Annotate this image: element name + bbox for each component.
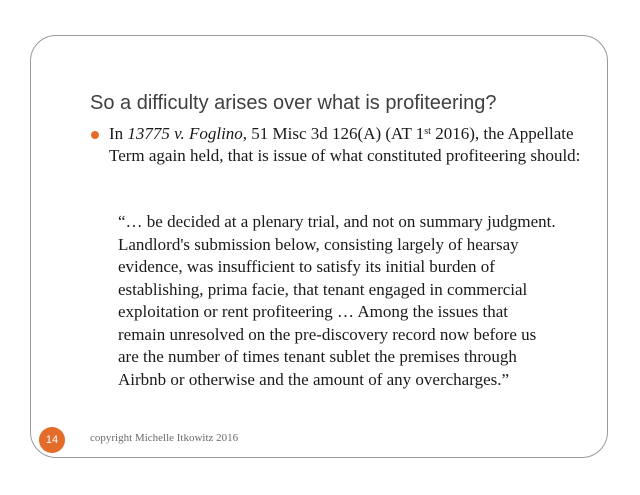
bullet-icon <box>91 131 99 139</box>
quote-line: are the number of times tenant sublet the premises through <box>118 347 517 366</box>
quote-line: establishing, prima facie, that tenant engaged in commercial <box>118 279 528 299</box>
citation-superscript: st <box>424 126 431 137</box>
quote-line: evidence, was insufficient to satisfy its initial burden of <box>118 257 495 276</box>
quote-line: “… be decided at a plenary trial, and not on summary judgment. <box>118 212 556 231</box>
bullet-intro: In <box>109 124 128 143</box>
copyright-footer: copyright Michelle Itkowitz 2016 <box>90 432 239 444</box>
quote-line: remain unresolved on the pre-discovery record now before us <box>118 324 537 344</box>
court-quote <box>118 211 598 391</box>
quote-line: exploitation or rent profiteering … Among the issues that <box>118 302 508 321</box>
bullet-paragraph <box>109 123 599 167</box>
quote-line: Airbnb or otherwise and the amount of any overcharges.” <box>118 369 510 389</box>
quote-line: Landlord's submission below, consisting largely of hearsay <box>118 234 519 254</box>
slide-title: So a difficulty arises over what is profiteering? <box>90 92 497 114</box>
citation-text: , 51 Misc 3d 126(A) (AT 1 <box>242 124 425 143</box>
case-name: 13775 v. Foglino <box>127 124 243 143</box>
page-number-badge: 14 <box>39 427 65 453</box>
citation-tail: 2016), the Appellate Term again held, that is issue of what constituted profiteering should: <box>109 124 581 165</box>
